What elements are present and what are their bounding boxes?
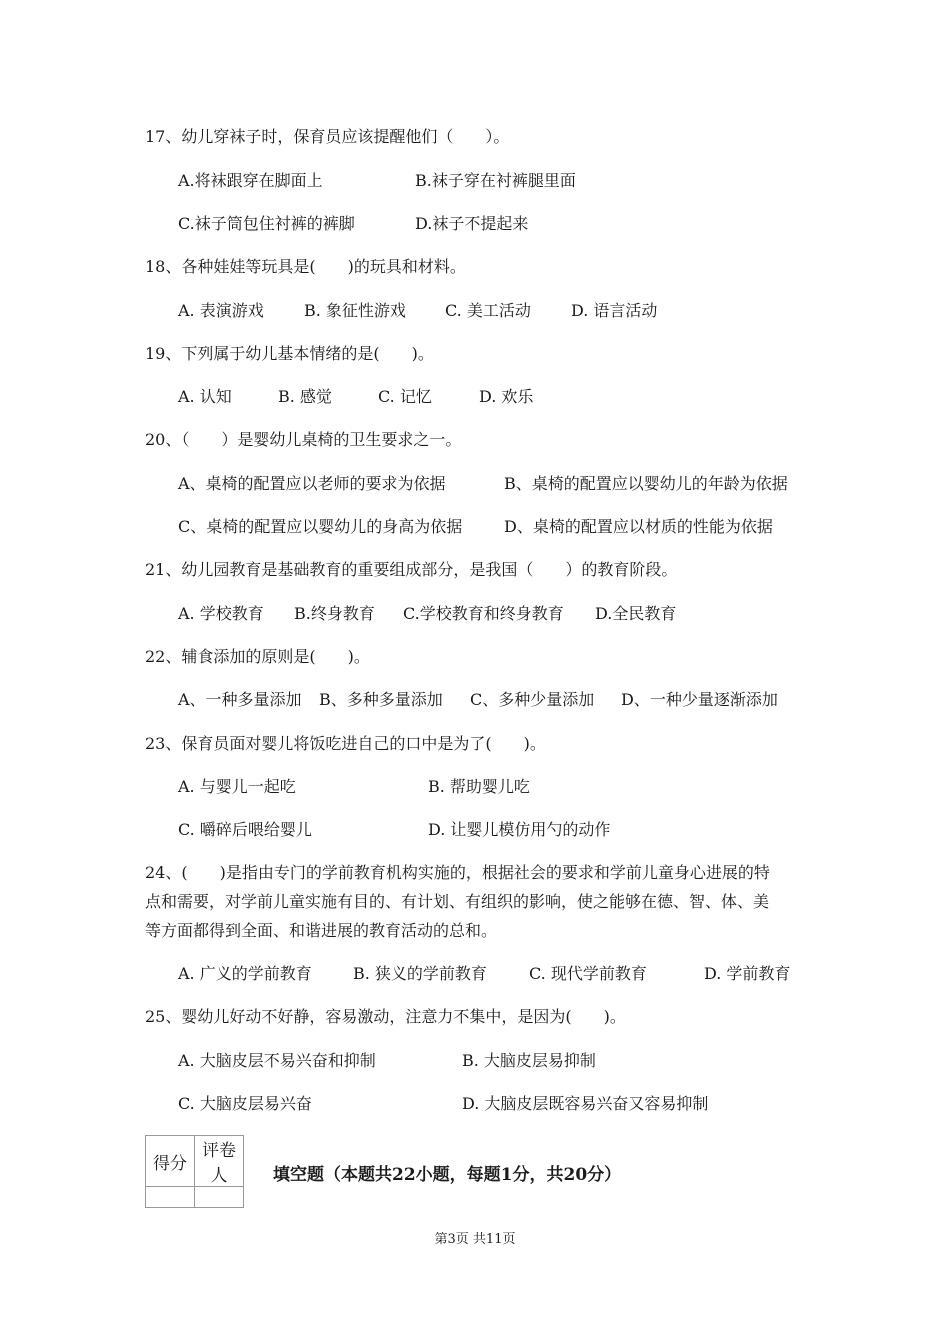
question-21-option-a: A. 学校教育 xyxy=(178,604,264,623)
question-20-option-c: C、桌椅的配置应以婴幼儿的身高为依据 xyxy=(178,517,463,536)
score-label: 得分 xyxy=(146,1136,195,1187)
question-24-stem-line-3: 等方面都得到全面、和谐进展的教育活动的总和。 xyxy=(145,921,498,940)
question-23-option-d: D. 让婴儿模仿用勺的动作 xyxy=(428,820,611,839)
grader-label: 评卷人 xyxy=(195,1136,244,1187)
question-23-option-c: C. 嚼碎后喂给婴儿 xyxy=(178,820,312,839)
score-table xyxy=(145,1135,244,1208)
question-17-option-a: A.将袜跟穿在脚面上 xyxy=(178,171,323,190)
question-18-option-c: C. 美工活动 xyxy=(445,301,531,320)
question-22-option-c: C、多种少量添加 xyxy=(470,690,595,709)
question-19-option-c: C. 记忆 xyxy=(378,387,432,406)
question-24-option-a: A. 广义的学前教育 xyxy=(178,964,312,983)
question-24-stem-line-2: 点和需要，对学前儿童实施有目的、有计划、有组织的影响，使之能够在德、智、体、美 xyxy=(145,892,770,911)
question-21-option-d: D.全民教育 xyxy=(595,604,677,623)
question-17-option-d: D.袜子不提起来 xyxy=(415,214,529,233)
question-19-option-d: D. 欢乐 xyxy=(479,387,534,406)
question-25-option-c: C. 大脑皮层易兴奋 xyxy=(178,1094,312,1113)
question-20-option-a: A、桌椅的配置应以老师的要求为依据 xyxy=(178,474,446,493)
question-17-option-b: B.袜子穿在衬裤腿里面 xyxy=(415,171,576,190)
question-24-option-d: D. 学前教育 xyxy=(704,964,791,983)
question-23-option-b: B. 帮助婴儿吃 xyxy=(428,777,530,796)
question-25-option-a: A. 大脑皮层不易兴奋和抑制 xyxy=(178,1051,376,1070)
question-18-stem: 18、各种娃娃等玩具是( )的玩具和材料。 xyxy=(145,257,466,276)
question-21-option-c: C.学校教育和终身教育 xyxy=(403,604,564,623)
question-23-stem: 23、保育员面对婴儿将饭吃进自己的口中是为了( )。 xyxy=(145,734,546,753)
question-20-stem: 20、（ ）是婴幼儿桌椅的卫生要求之一。 xyxy=(145,430,462,449)
question-19-option-a: A. 认知 xyxy=(178,387,232,406)
question-22-option-d: D、一种少量逐渐添加 xyxy=(621,690,778,709)
question-22-option-b: B、多种多量添加 xyxy=(319,690,443,709)
question-24-stem-line-1: 24、( )是指由专门的学前教育机构实施的，根据社会的要求和学前儿童身心进展的特 xyxy=(145,863,770,882)
page-footer: 第3页 共11页 xyxy=(434,1232,516,1247)
grader-cell xyxy=(195,1187,244,1208)
question-25-stem: 25、婴幼儿好动不好静，容易激动，注意力不集中，是因为( )。 xyxy=(145,1007,626,1026)
question-20-option-d: D、桌椅的配置应以材质的性能为依据 xyxy=(504,517,773,536)
question-18-option-b: B. 象征性游戏 xyxy=(304,301,406,320)
question-21-stem: 21、幼儿园教育是基础教育的重要组成部分，是我国（ ）的教育阶段。 xyxy=(145,560,678,579)
question-17-option-c: C.袜子筒包住衬裤的裤脚 xyxy=(178,214,355,233)
score-cell xyxy=(146,1187,195,1208)
question-19-option-b: B. 感觉 xyxy=(278,387,332,406)
question-25-option-b: B. 大脑皮层易抑制 xyxy=(462,1051,596,1070)
question-24-option-c: C. 现代学前教育 xyxy=(529,964,647,983)
question-23-option-a: A. 与婴儿一起吃 xyxy=(178,777,296,796)
section-title: 填空题（本题共22小题，每题1分，共20分） xyxy=(273,1165,622,1185)
question-20-option-b: B、桌椅的配置应以婴幼儿的年龄为依据 xyxy=(504,474,788,493)
question-19-stem: 19、下列属于幼儿基本情绪的是( )。 xyxy=(145,344,434,363)
question-22-option-a: A、一种多量添加 xyxy=(178,690,302,709)
question-18-option-a: A. 表演游戏 xyxy=(178,301,264,320)
question-21-option-b: B.终身教育 xyxy=(294,604,375,623)
question-24-option-b: B. 狭义的学前教育 xyxy=(353,964,487,983)
question-22-stem: 22、辅食添加的原则是( )。 xyxy=(145,647,370,666)
question-25-option-d: D. 大脑皮层既容易兴奋又容易抑制 xyxy=(462,1094,709,1113)
question-18-option-d: D. 语言活动 xyxy=(571,301,658,320)
question-17-stem: 17、幼儿穿袜子时，保育员应该提醒他们（ ）。 xyxy=(145,127,510,146)
